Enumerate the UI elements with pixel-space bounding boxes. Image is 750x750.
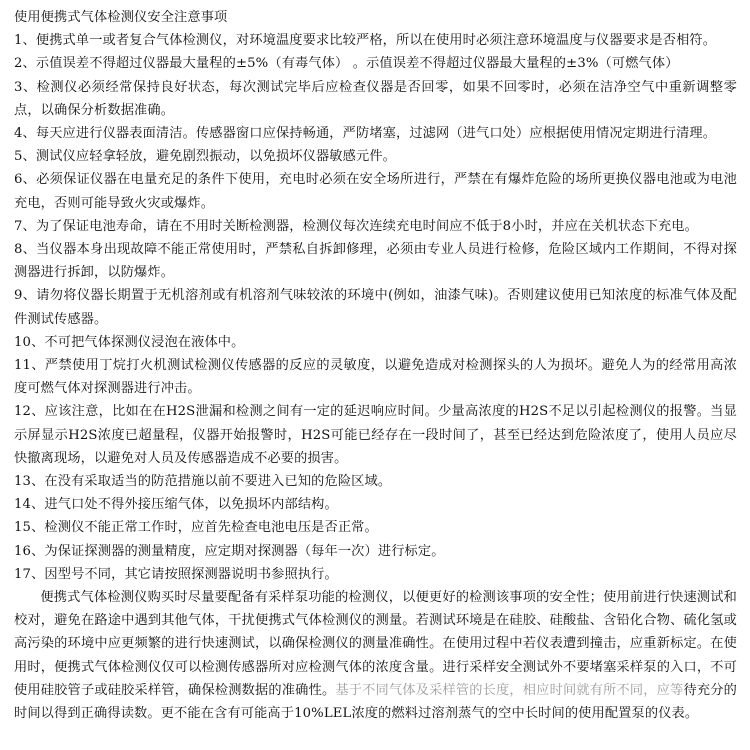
list-item-9: 9、请勿将仪器长期置于无机溶剂或有机溶剂气味较浓的环境中(例如，油漆气味)。否则建议使用已知浓度的标准气体及配件测试传感器。: [14, 288, 737, 327]
list-item-14: 14、进气口处不得外接压缩气体，以免损坏内部结构。: [14, 497, 338, 513]
list-item-8: 8、当仪器本身出现故障不能正常使用时，严禁私自拆卸修理，必须由专业人员进行检修，危险区域内工作期间，不得对探测器进行拆卸，以防爆炸。: [14, 242, 737, 281]
closing-paragraph: [14, 586, 737, 725]
list-item-11: 11、严禁使用丁烷打火机测试检测仪传感器的反应的灵敏度，以避免造成对检测探头的人为损坏。避免人为的经常用高浓度可燃气体对探测器进行冲击。: [14, 358, 737, 397]
closing-paragraph-end: 待充分的时间以得到正确得读数。更不能在含有可能高于10%LEL浓度的燃料过溶剂蒸气的空中长时间的使用配置泵的仪表。: [14, 682, 737, 722]
list-item-2: 2、示值误差不得超过仪器最大量程的±5%（有毒气体） 。示值误差不得超过仪器最大量程的±3%（可燃气体）: [14, 56, 679, 72]
document-title: 使用便携式气体检测仪安全注意事项: [14, 10, 228, 25]
list-item-15: 15、检测仪不能正常工作时，应首先检查电池电压是否正常。: [14, 520, 378, 536]
list-item-1: 1、便携式单一或者复合气体检测仪，对环境温度要求比较严格，所以在使用时必须注意环境温度与仪器要求是否相符。: [14, 33, 717, 49]
list-item-4: 4、每天应进行仪器表面清洁。传感器窗口应保持畅通，严防堵塞，过滤网（进气口处）应根据使用情况定期进行清理。: [14, 126, 717, 142]
closing-paragraph-text: 便携式气体检测仪购买时尽量要配备有采样泵功能的检测仪，以便更好的检测该事项的安全性；使用前进行快速测试和校对，避免在路途中遇到其他气体，干扰便携式气体检测仪的测量。若测试环境是在硅胶、硅酸盐、含铅化合物、硫化氢或高污染的环境中应更频繁的进行快速测试，以确保检测仪的测量准确性。在使用过程中若仪表遭到撞击，应重新标定。在使用时，便携式气体检测仪仅可以检测传感器所对应检测气体的浓度含量。进行采样安全测试外不要堵塞采样泵的入口，不可使用硅胶管子或硅胶采样管，确保检测数据的准确性。: [14, 590, 737, 698]
watermark-faded-text: 基于不同气体及采样管的长度，相应时间就有所不同，应等: [335, 682, 684, 698]
list-item-16: 16、为保证探测器的测量精度，应定期对探测器（每年一次）进行标定。: [14, 543, 445, 559]
list-item-7: 7、为了保证电池寿命，请在不用时关断检测器，检测仪每次连续充电时间应不低于8小时，并应在关机状态下充电。: [14, 218, 698, 234]
list-item-12: 12、应该注意，比如在在H2S泄漏和检测之间有一定的延迟响应时间。少量高浓度的H2S不足以引起检测仪的报警。当显示屏显示H2S浓度已超量程，仪器开始报警时，H2S可能已经存在一段时间了，甚至已经达到危险浓度了，使用人员应尽快撤离现场，以避免对人员及传感器造成不必要的损害。: [14, 404, 737, 466]
list-item-10: 10、不可把气体探测仪浸泡在液体中。: [14, 334, 245, 350]
list-item-3: 3、检测仪必须经常保持良好状态，每次测试完毕后应检查仪器是否回零，如果不回零时，必须在洁净空气中重新调整零点，以确保分析数据准确。: [14, 79, 737, 118]
list-item-17: 17、因型号不同，其它请按照探测器说明书参照执行。: [14, 566, 338, 582]
list-item-13: 13、在没有采取适当的防范措施以前不要进入已知的危险区域。: [14, 474, 392, 490]
list-item-6: 6、必须保证仪器在电量充足的条件下使用，充电时必须在安全场所进行，严禁在有爆炸危险的场所更换仪器电池或为电池充电，否则可能导致火灾或爆炸。: [14, 172, 737, 211]
list-item-5: 5、测试仪应轻拿轻放，避免剧烈振动，以免损坏仪器敏感元件。: [14, 149, 396, 165]
